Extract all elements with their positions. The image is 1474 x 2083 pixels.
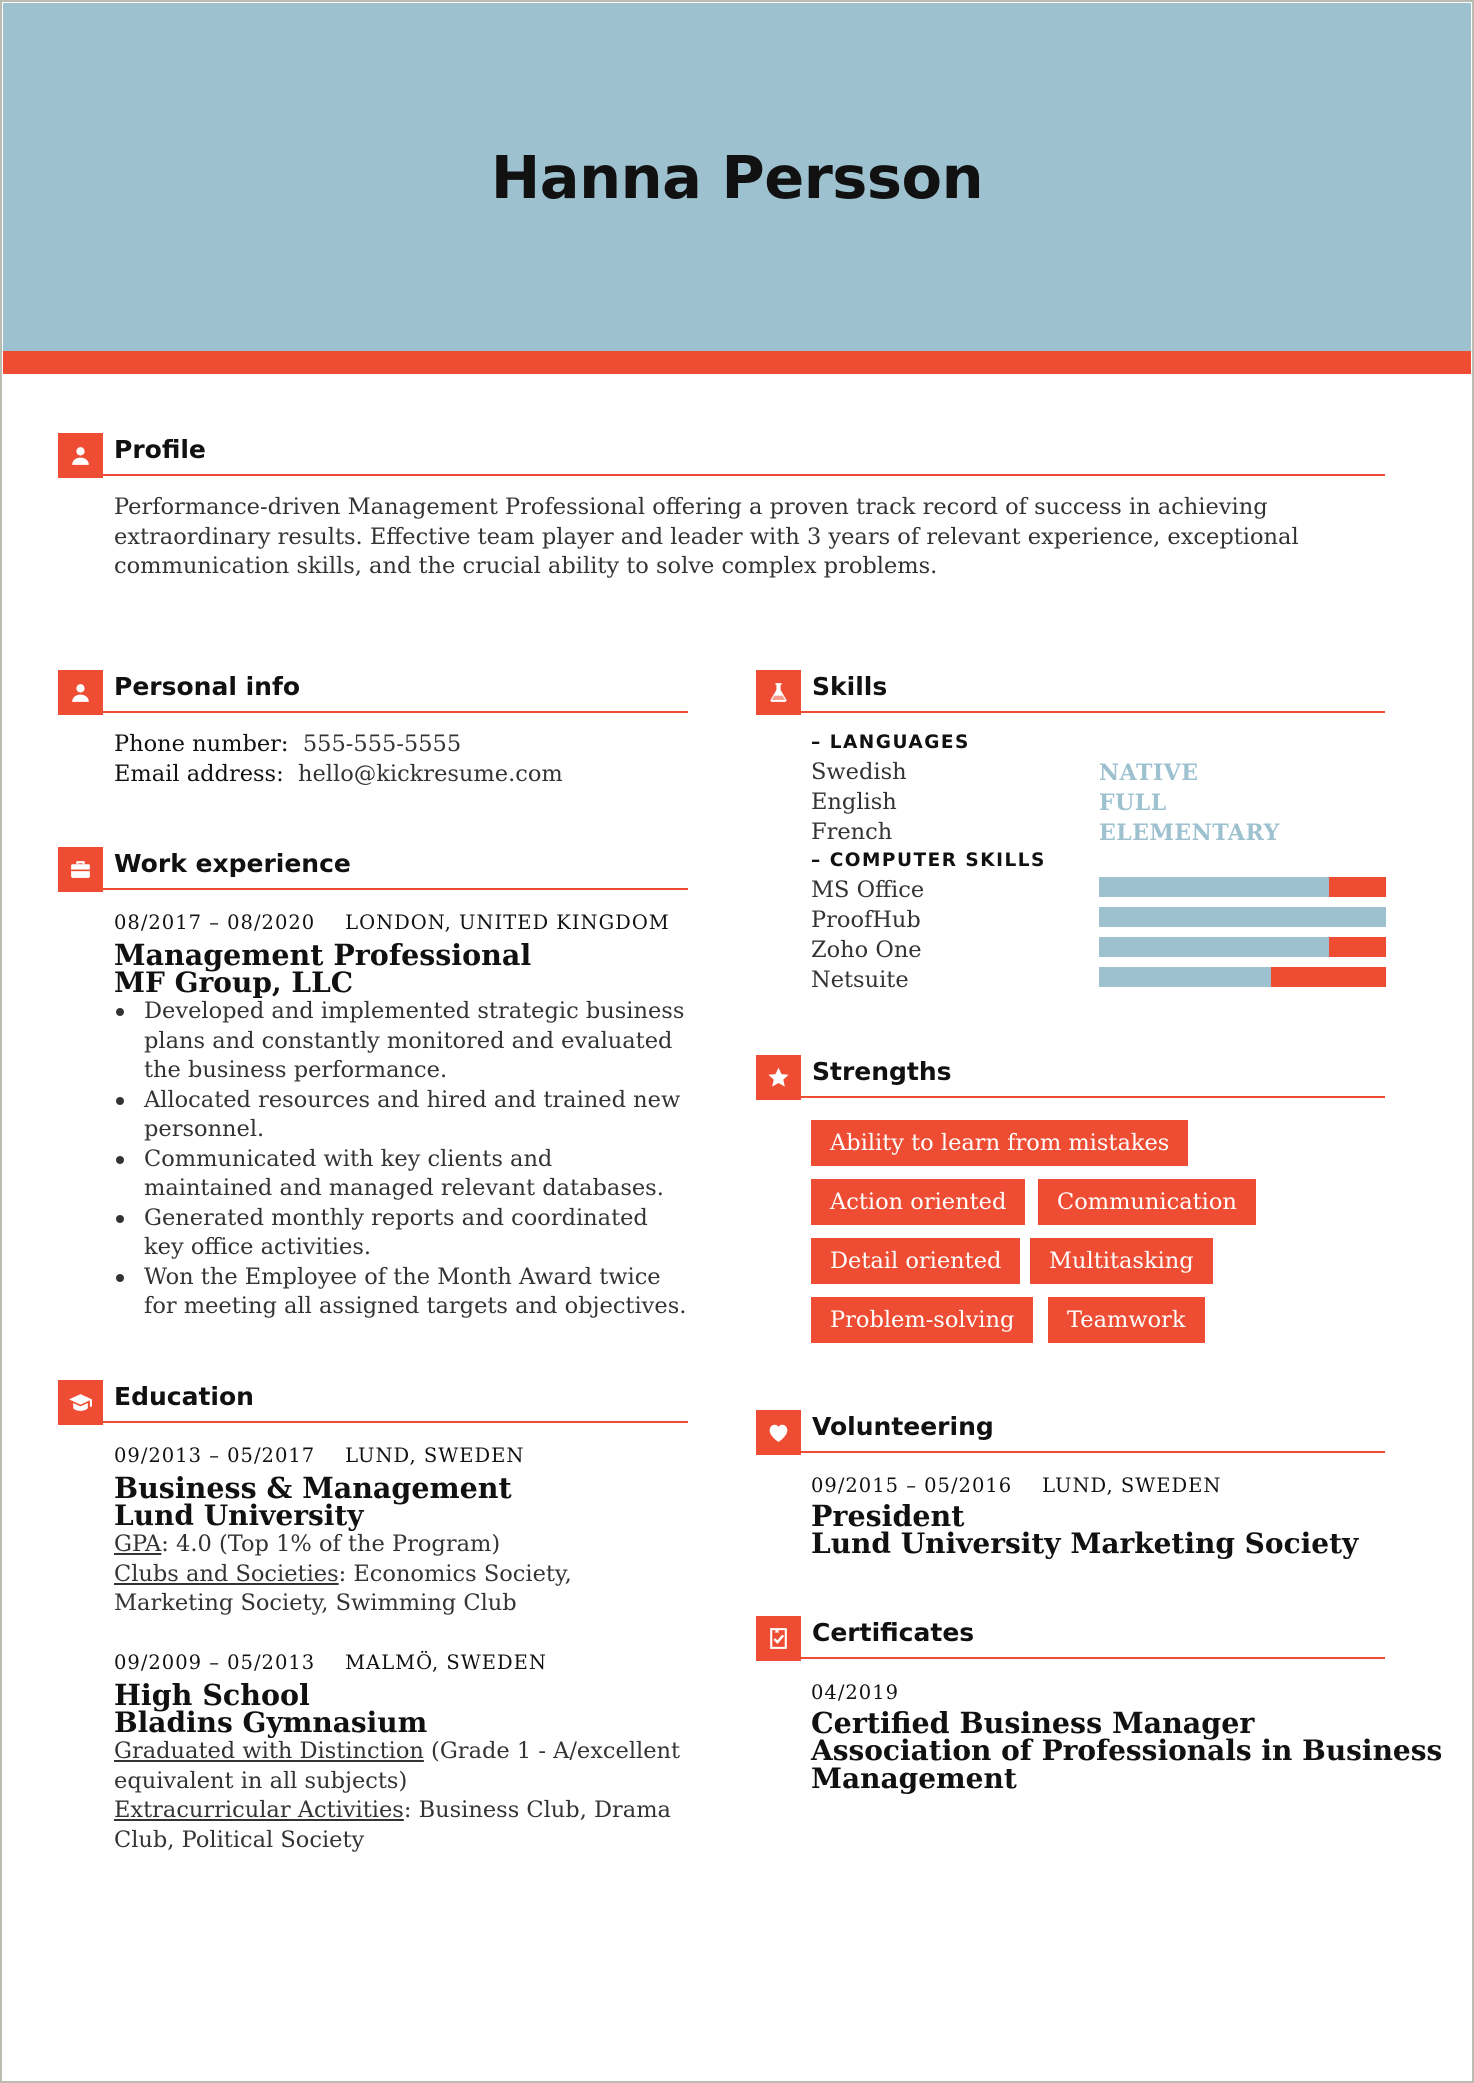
language-name: Swedish <box>811 759 907 785</box>
computer-skill-name: Zoho One <box>811 937 922 963</box>
candidate-name: Hanna Persson <box>490 143 984 212</box>
job-meta <box>114 911 670 934</box>
list-item: Communicated with key clients and maintained and managed relevant databases. <box>114 1145 686 1204</box>
activities-value: : Business Club, Drama <box>403 1797 671 1823</box>
education-school: Bladins Gymnasium <box>114 1706 428 1739</box>
section-divider <box>103 474 1385 476</box>
strength-tag: Detail oriented <box>811 1238 1020 1284</box>
education-location: LUND, SWEDEN <box>345 1444 525 1467</box>
certificate-org-line: Management <box>811 1762 1017 1795</box>
header-banner <box>3 3 1471 351</box>
gpa-value: : 4.0 (Top 1% of the Program) <box>161 1531 501 1557</box>
job-bullets <box>114 997 686 1322</box>
section-divider <box>103 711 688 713</box>
skill-level-fill <box>1099 967 1271 987</box>
person-icon <box>58 433 103 478</box>
briefcase-icon <box>58 847 103 892</box>
clubs-value: : Economics Society, <box>338 1560 572 1587</box>
list-item: Generated monthly reports and coordinated key office activities. <box>114 1204 686 1263</box>
volunteering-dates: 09/2015 – 05/2016 <box>811 1474 1013 1497</box>
section-title-personal-info: Personal info <box>114 672 301 701</box>
distinction-value-cont: equivalent in all subjects) <box>114 1767 408 1794</box>
section-divider <box>103 888 688 890</box>
certificate-org-line: Association of Professionals in Business <box>811 1734 1443 1767</box>
education-degree: Business & Management <box>114 1471 512 1505</box>
person-icon <box>58 670 103 715</box>
section-title-work-experience: Work experience <box>114 849 351 878</box>
strength-tag: Action oriented <box>811 1179 1025 1225</box>
education-dates: 09/2013 – 05/2017 <box>114 1444 316 1467</box>
language-level: FULL <box>1099 790 1167 816</box>
list-item: Won the Employee of the Month Award twice for meeting all assigned targets and objectives. <box>114 1263 686 1322</box>
education-meta <box>114 1444 524 1467</box>
certificate-title: Certified Business Manager <box>811 1706 1255 1740</box>
skill-level-bar <box>1099 937 1386 957</box>
section-title-education: Education <box>114 1382 254 1411</box>
clubs-label: Clubs and Societies <box>114 1560 339 1587</box>
computer-skill-name: Netsuite <box>811 967 909 993</box>
language-level: ELEMENTARY <box>1099 820 1280 846</box>
profile-line: extraordinary results. Effective team player and leader with 3 years of relevant experience, exceptional <box>114 523 1299 550</box>
skill-level-bar <box>1099 877 1386 897</box>
accent-bar <box>3 351 1471 374</box>
strength-tag: Ability to learn from mistakes <box>811 1120 1188 1166</box>
section-title-certificates: Certificates <box>812 1618 975 1647</box>
skill-level-fill <box>1099 937 1329 957</box>
graduation-cap-icon <box>58 1380 103 1425</box>
profile-summary <box>114 493 1299 582</box>
volunteering-org: Lund University Marketing Society <box>811 1527 1359 1560</box>
star-icon <box>756 1055 801 1100</box>
language-level: NATIVE <box>1099 760 1199 786</box>
job-location: LONDON, UNITED KINGDOM <box>345 911 670 934</box>
activities-label: Extracurricular Activities <box>114 1797 404 1823</box>
strength-tag: Teamwork <box>1048 1297 1205 1343</box>
gpa-label: GPA <box>114 1531 162 1557</box>
education-dates: 09/2009 – 05/2013 <box>114 1651 316 1674</box>
contact-info <box>114 730 563 789</box>
education-meta <box>114 1651 547 1674</box>
section-divider <box>801 1096 1385 1098</box>
section-title-strengths: Strengths <box>812 1057 952 1086</box>
list-item: Allocated resources and hired and trained new personnel. <box>114 1086 686 1145</box>
phone-row <box>114 730 563 760</box>
language-name: English <box>811 789 897 815</box>
skill-level-bar <box>1099 967 1386 987</box>
skill-level-fill <box>1099 877 1329 897</box>
heart-icon <box>756 1410 801 1455</box>
section-divider <box>801 1657 1385 1659</box>
email-value[interactable]: hello@kickresume.com <box>298 760 563 787</box>
section-divider <box>801 1451 1385 1453</box>
job-company: MF Group, LLC <box>114 966 354 999</box>
section-title-skills: Skills <box>812 672 888 701</box>
strength-tag: Communication <box>1038 1179 1256 1225</box>
computer-skills-heading: – COMPUTER SKILLS <box>811 850 1046 871</box>
strength-tag: Multitasking <box>1030 1238 1213 1284</box>
section-title-volunteering: Volunteering <box>812 1412 994 1441</box>
education-degree: High School <box>114 1678 310 1712</box>
languages-heading: – LANGUAGES <box>811 732 970 753</box>
volunteering-meta <box>811 1474 1221 1497</box>
section-divider <box>103 1421 688 1423</box>
activities-value-cont: Club, Political Society <box>114 1826 365 1853</box>
job-title: Management Professional <box>114 938 532 972</box>
job-dates: 08/2017 – 08/2020 <box>114 911 316 934</box>
volunteering-title: President <box>811 1499 965 1533</box>
education-school: Lund University <box>114 1499 364 1532</box>
skill-level-bar <box>1099 907 1386 927</box>
distinction-label: Graduated with Distinction <box>114 1738 424 1764</box>
section-divider <box>801 711 1385 713</box>
education-location: MALMÖ, SWEDEN <box>345 1651 547 1674</box>
strength-tag: Problem-solving <box>811 1297 1033 1343</box>
profile-line: communication skills, and the crucial ability to solve complex problems. <box>114 553 938 579</box>
profile-line: Performance-driven Management Professional offering a proven track record of success in achieving <box>114 494 1268 520</box>
skill-level-fill <box>1099 907 1386 927</box>
certificate-icon <box>756 1616 801 1661</box>
computer-skill-name: MS Office <box>811 877 925 903</box>
email-label: Email address: <box>114 760 284 787</box>
education-details <box>114 1530 572 1619</box>
email-row <box>114 760 563 790</box>
distinction-value: (Grade 1 - A/excellent <box>423 1738 681 1764</box>
volunteering-location: LUND, SWEDEN <box>1042 1474 1222 1497</box>
section-title-profile: Profile <box>114 435 206 464</box>
flask-icon <box>756 670 801 715</box>
phone-value: 555-555-5555 <box>302 731 462 757</box>
list-item: Developed and implemented strategic business plans and constantly monitored and evaluated the business performance. <box>114 997 686 1086</box>
phone-label: Phone number: <box>114 731 289 757</box>
certificate-date: 04/2019 <box>811 1681 900 1704</box>
language-name: French <box>811 819 893 845</box>
education-details <box>114 1737 680 1855</box>
clubs-value-cont: Marketing Society, Swimming Club <box>114 1590 517 1616</box>
computer-skill-name: ProofHub <box>811 907 921 933</box>
certificate-org <box>811 1734 1443 1795</box>
